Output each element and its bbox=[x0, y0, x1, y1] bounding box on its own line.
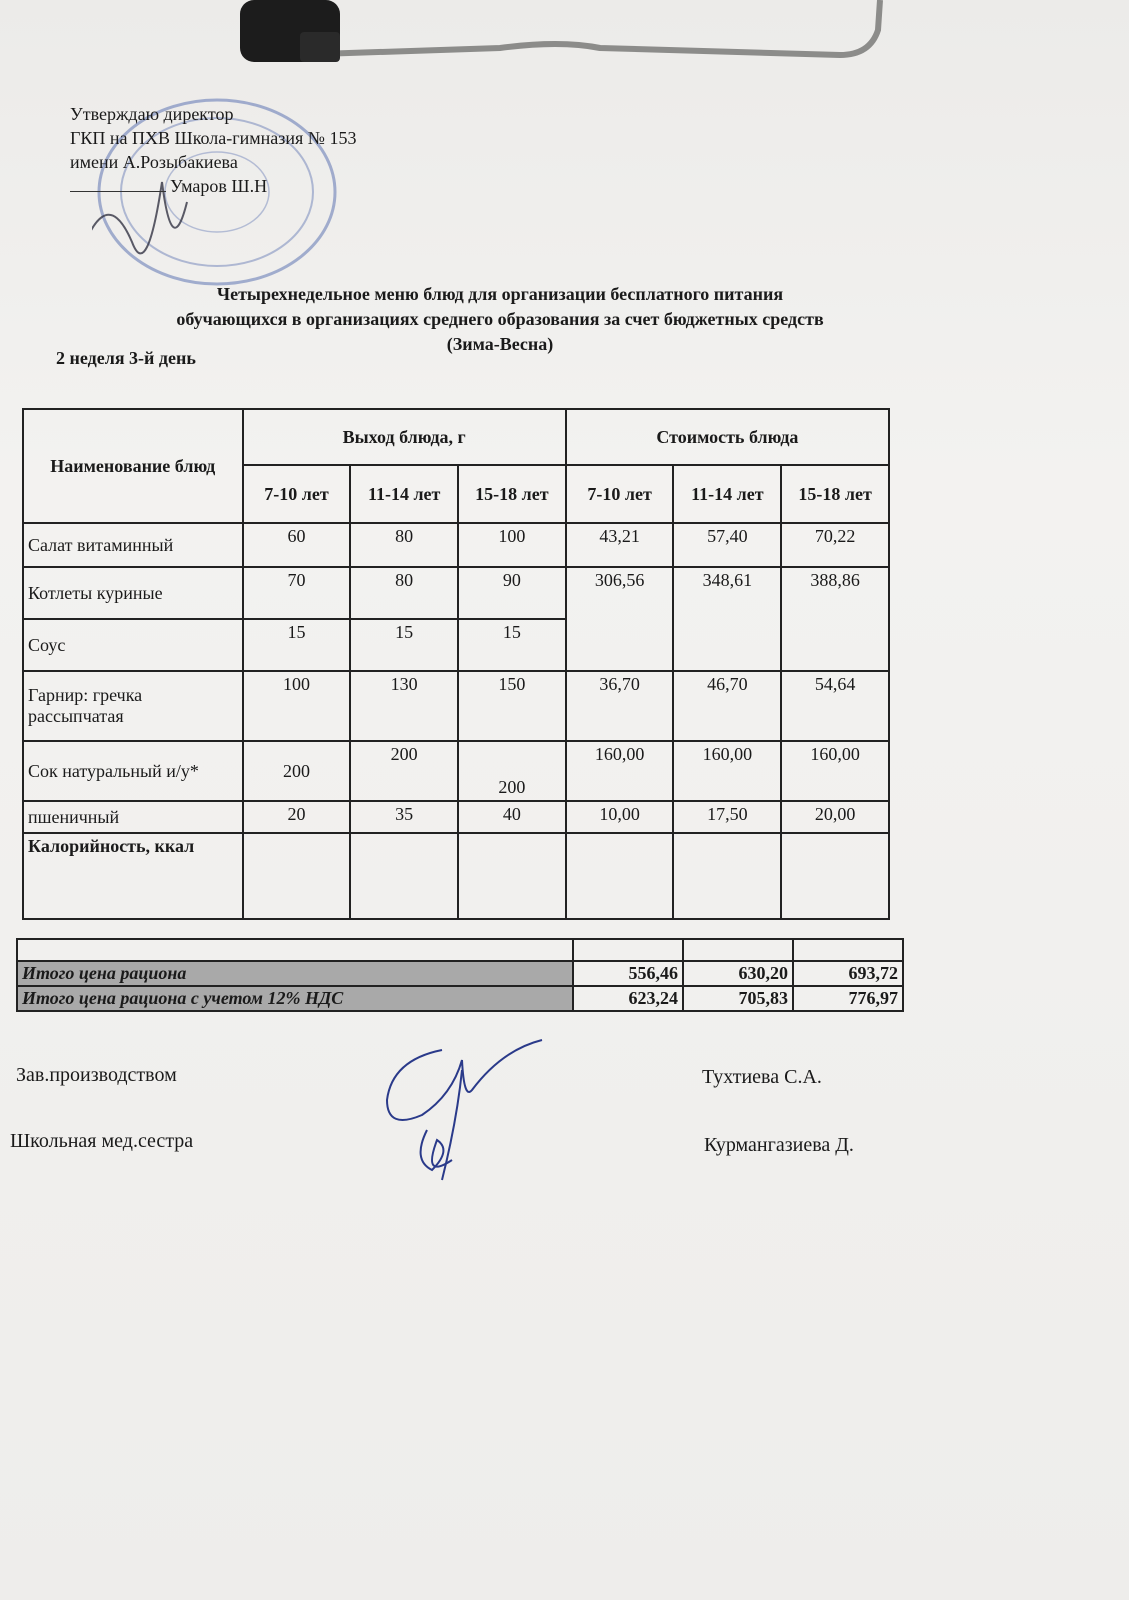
empty-cell bbox=[458, 833, 566, 919]
table-row bbox=[23, 741, 889, 801]
cost-cell: 20,00 bbox=[781, 801, 889, 833]
output-cell: 35 bbox=[350, 801, 458, 833]
cost-cell: 306,56 bbox=[566, 567, 674, 671]
output-cell: 20 bbox=[243, 801, 351, 833]
output-cell: 200 bbox=[350, 741, 458, 801]
output-cell: 90 bbox=[458, 567, 566, 619]
age-header: 11-14 лет bbox=[673, 465, 781, 523]
output-cell: 40 bbox=[458, 801, 566, 833]
total-row bbox=[17, 961, 903, 986]
title-line-3: (Зима-Весна) bbox=[446, 334, 554, 354]
output-cell: 100 bbox=[458, 523, 566, 567]
production-manager-title: Зав.производством bbox=[16, 1064, 177, 1086]
empty-cell bbox=[683, 939, 793, 961]
total-label: Итого цена рациона bbox=[17, 961, 573, 986]
handwritten-signature bbox=[372, 1030, 552, 1190]
dish-name: пшеничный bbox=[23, 801, 243, 833]
table-row bbox=[23, 801, 889, 833]
totals-table bbox=[16, 938, 904, 1012]
dish-name: Котлеты куриные bbox=[23, 567, 243, 619]
output-cell: 80 bbox=[350, 567, 458, 619]
age-header: 7-10 лет bbox=[566, 465, 674, 523]
age-header: 7-10 лет bbox=[243, 465, 351, 523]
table-row bbox=[23, 523, 889, 567]
approval-line-1: Утверждаю директор bbox=[70, 104, 234, 124]
dish-name: Сок натуральный и/у* bbox=[23, 741, 243, 801]
output-cell: 15 bbox=[458, 619, 566, 671]
cost-cell: 160,00 bbox=[673, 741, 781, 801]
output-cell: 70 bbox=[243, 567, 351, 619]
total-row bbox=[17, 986, 903, 1011]
total-value: 776,97 bbox=[793, 986, 903, 1011]
empty-cell bbox=[243, 833, 351, 919]
cost-cell: 348,61 bbox=[673, 567, 781, 671]
cost-cell: 57,40 bbox=[673, 523, 781, 567]
production-manager-name: Тухтиева С.А. bbox=[702, 1066, 822, 1088]
empty-cell bbox=[573, 939, 683, 961]
dish-name: Гарнир: гречка рассыпчатая bbox=[23, 671, 243, 741]
output-cell: 130 bbox=[350, 671, 458, 741]
nurse-title: Школьная мед.сестра bbox=[10, 1130, 194, 1152]
empty-cell bbox=[17, 939, 573, 961]
empty-cell bbox=[781, 833, 889, 919]
output-cell: 150 bbox=[458, 671, 566, 741]
empty-cell bbox=[350, 833, 458, 919]
output-cell: 60 bbox=[243, 523, 351, 567]
approval-line-3: имени А.Розыбакиева bbox=[70, 152, 238, 172]
cost-cell: 43,21 bbox=[566, 523, 674, 567]
cost-cell: 160,00 bbox=[566, 741, 674, 801]
cost-cell: 36,70 bbox=[566, 671, 674, 741]
total-value: 630,20 bbox=[683, 961, 793, 986]
dish-name: Соус bbox=[23, 619, 243, 671]
total-value: 623,24 bbox=[573, 986, 683, 1011]
total-label: Итого цена рациона с учетом 12% НДС bbox=[17, 986, 573, 1011]
age-header: 15-18 лет bbox=[458, 465, 566, 523]
signature-line bbox=[70, 191, 166, 192]
total-value: 705,83 bbox=[683, 986, 793, 1011]
output-cell: 100 bbox=[243, 671, 351, 741]
page-title bbox=[60, 282, 940, 357]
title-line-2: обучающихся в организациях среднего образования за счет бюджетных средств bbox=[176, 309, 824, 329]
output-cell: 15 bbox=[350, 619, 458, 671]
total-value: 693,72 bbox=[793, 961, 903, 986]
output-cell: 200 bbox=[458, 741, 566, 801]
output-cell: 15 bbox=[243, 619, 351, 671]
week-day: 2 неделя 3-й день bbox=[56, 348, 196, 368]
cost-cell: 70,22 bbox=[781, 523, 889, 567]
cost-cell: 46,70 bbox=[673, 671, 781, 741]
approval-line-2: ГКП на ПХВ Школа-гимназия № 153 bbox=[70, 128, 357, 148]
col-header-cost: Стоимость блюда bbox=[566, 409, 889, 465]
age-header: 11-14 лет bbox=[350, 465, 458, 523]
age-header: 15-18 лет bbox=[781, 465, 889, 523]
cost-cell: 17,50 bbox=[673, 801, 781, 833]
cost-cell: 10,00 bbox=[566, 801, 674, 833]
total-value: 556,46 bbox=[573, 961, 683, 986]
calorie-label: Калорийность, ккал bbox=[23, 833, 243, 919]
col-header-output: Выход блюда, г bbox=[243, 409, 566, 465]
title-line-1: Четырехнедельное меню блюд для организации бесплатного питания bbox=[216, 284, 784, 304]
table-row bbox=[23, 833, 889, 919]
table-row bbox=[23, 567, 889, 619]
menu-table bbox=[22, 408, 890, 920]
empty-cell bbox=[793, 939, 903, 961]
output-cell: 80 bbox=[350, 523, 458, 567]
dish-name: Салат витаминный bbox=[23, 523, 243, 567]
cost-cell: 54,64 bbox=[781, 671, 889, 741]
table-row bbox=[23, 671, 889, 741]
empty-cell bbox=[673, 833, 781, 919]
cost-cell: 160,00 bbox=[781, 741, 889, 801]
cost-cell: 388,86 bbox=[781, 567, 889, 671]
approval-signer: Умаров Ш.Н bbox=[170, 176, 268, 196]
empty-cell bbox=[566, 833, 674, 919]
nurse-name: Курмангазиева Д. bbox=[704, 1134, 854, 1156]
output-cell: 200 bbox=[243, 741, 351, 801]
clipboard-clip bbox=[0, 0, 1129, 80]
approval-block bbox=[70, 102, 356, 198]
col-header-name: Наименование блюд bbox=[23, 409, 243, 523]
